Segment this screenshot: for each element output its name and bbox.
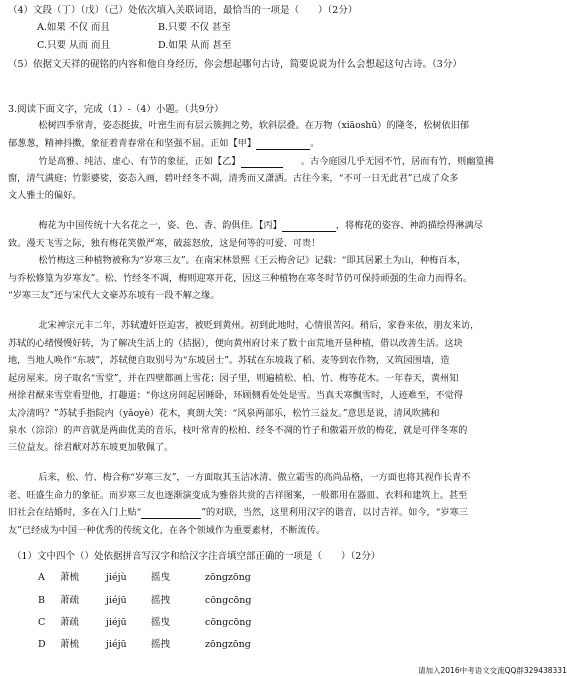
passage-line-6-text-b: ，将梅花的姿容、神韵描绘得淋漓尽 (335, 220, 483, 231)
option-word-1: 萧疏 (60, 595, 80, 606)
footer-note: 请加入2016中考语文交流QQ群329438331 (418, 666, 567, 675)
passage-line-17: 泉水（淙淙）的声音就是两曲优美的音乐，枝叶常青的松柏、经冬不凋的竹子和傲霜开放的梅花，就是可伴冬寒的 (8, 425, 468, 436)
blank-jia[interactable] (256, 139, 310, 150)
passage-line-1: 松树四季常青，姿态挺拔，叶密生而有层云簇拥之势，软斜层叠。在万物（xiāoshū）的隆冬，松树依旧郁 (20, 120, 470, 131)
option-word-1: 萧梳 (60, 572, 80, 583)
passage-line-16: 太冷清吗？”苏轼手指院内（yǎoyè）花木，爽朗大笑：“风泉两部乐，松竹三益友。”意思是说，清风吹拂和 (8, 408, 440, 419)
option-word-1: 萧梳 (60, 639, 80, 650)
blank-yi[interactable] (241, 157, 283, 168)
option-pinyin-1: jiéjū (106, 617, 127, 628)
option-letter: B (38, 595, 45, 606)
question-4-prompt: （4）文段（丁）（戊）（己）处依次填入关联词语，最恰当的一项是（ ）（2分） (8, 5, 358, 16)
option-word-2: 摇拽 (151, 595, 171, 606)
question-1-prompt: （1）文中四个（）处依据拼音写汉字和给汉字注音填空部正确的一项是（ ）（2分） (12, 551, 381, 562)
question-4-option-b: B.只要 不仅 甚至 (158, 22, 232, 33)
option-word-2: 摇拽 (151, 639, 171, 650)
option-pinyin-2: cōngcōng (205, 595, 252, 606)
passage-line-20: 老、旺盛生命力的象征。而岁寒三友也逐渐演变成为雅俗共赏的吉祥图案，一般都用在器皿、衣料和建筑上。甚至 (8, 490, 468, 501)
passage-line-3-text-b: 。古今庭园几乎无园不竹，居而有竹，则幽篁拂 (282, 156, 494, 167)
option-pinyin-1: jiéjū (106, 595, 127, 606)
passage-line-9: 与乔松修篁为岁寒友”。松、竹经冬不凋，梅则迎寒开花，因这三种植物在寒冬时节仍可保持顽强的生命力而得名。 (8, 273, 473, 284)
passage-line-4: 窗，清气满庭；竹影婆娑，姿态入画，碧叶经冬不凋，清秀而又潇洒。古往今来，“不可一日无此君”已成了众多 (8, 173, 459, 184)
section-3-heading: 3.阅读下面文字，完成（1）-（4）小题。（共9分） (8, 104, 224, 115)
question-4-option-d: D.如果 从而 甚至 (158, 40, 232, 51)
passage-line-19: 后来，松、竹、梅合称“岁寒三友”，一方面取其玉洁冰清、傲立霜雪的高尚品格，一方面也将其视作长青不 (20, 472, 471, 483)
question-5-prompt: （5）依据文天祥的砚铭的内容和他自身经历，你会想起哪句古诗，简要说说为什么会想起这句古诗。（3分） (8, 59, 462, 70)
blank-bing[interactable] (282, 221, 336, 232)
passage-line-15: 州徐君猷来雪堂看望他，打趣道：“你这房间起居睡卧，环顾侧看处处是雪。当真天寒飘雪时，人迹难至，不觉得 (8, 390, 463, 401)
passage-line-8: 松竹梅这三种植物被称为“岁寒三友”。在南宋林景熙《王云梅舍记》记载：“即其居累土为山，种梅百本， (20, 255, 466, 266)
passage-line-14: 起房屋来。房子取名“雪堂”，并在四壁都画上雪花；园子里，则遍植松、柏、竹、梅等花木。一年春天，黄州知 (8, 373, 459, 384)
passage-line-22: 友”已经成为中国一种优秀的传统文化，在各个领域作为重要素材，不断流传。 (8, 525, 326, 536)
option-word-2: 摇曳 (151, 617, 171, 628)
option-pinyin-2: zōngzōng (205, 639, 251, 650)
option-letter: C (38, 617, 46, 628)
passage-line-2-text: 郁葱葱，精神抖擞，象征着青春常在和坚强不屈。正如【甲】 (8, 138, 257, 149)
passage-line-3 (20, 156, 494, 168)
question-4-option-c: C.只要 从而 而且 (37, 40, 110, 51)
passage-line-2 (8, 138, 319, 150)
passage-line-3-text-a: 竹是高雅、纯洁、虚心、有节的象征，正如【乙】 (20, 156, 241, 167)
passage-line-13: 地，当地人唤作“东坡”，苏轼便自取别号为“东坡居士”。苏轼在东坡栽了稻、麦等到农作物，又筑园围墙，造 (8, 355, 450, 366)
passage-line-5: 文人雅士的偏好。 (8, 190, 82, 201)
option-pinyin-1: jiéjū (106, 639, 127, 650)
passage-line-21 (8, 507, 468, 519)
blank-couplet[interactable] (141, 508, 201, 519)
passage-line-10: “岁寒三友”还与宋代大文豪苏东坡有一段不解之缘。 (8, 290, 220, 301)
period-1: 。 (310, 138, 320, 149)
option-word-1: 萧疏 (60, 617, 80, 628)
question-4-option-a: A.如果 不仅 而且 (37, 22, 110, 33)
option-pinyin-1: jiéjù (106, 572, 127, 583)
passage-line-6-text-a: 梅花为中国传统十大名花之一，姿、色、香、韵俱佳。【丙】 (20, 220, 282, 231)
passage-line-6 (20, 220, 483, 232)
option-pinyin-2: cōngcōng (205, 617, 252, 628)
passage-line-12: 苏轼的心绪慢慢好转，为了解决生活上的（拮据），便向黄州府讨来了数十亩荒地开垦种植，借以改善生活。这块 (8, 338, 463, 349)
passage-line-21-text-a: 旧社会在结婚时，多在入门上贴“ (8, 507, 142, 518)
option-letter: A (38, 572, 45, 583)
passage-line-11: 北宋神宗元丰二年，苏轼遭奸臣迫害，被贬到黄州。初到此地时，心情很苦闷。稍后，家眷来依，朋友来访， (20, 320, 480, 331)
passage-line-21-text-b: ”的对联，当然，这里利用汉字的谐音，以讨吉祥。如今，“岁寒三 (201, 507, 468, 518)
passage-line-7: 致。漫天飞雪之际，独有梅花笑傲严寒，破蕊怒放，这是何等的可爱、可贵！ (8, 238, 321, 249)
option-letter: D (38, 639, 46, 650)
option-pinyin-2: zōngzōng (205, 572, 251, 583)
option-word-2: 摇曳 (151, 572, 171, 583)
passage-line-18: 三位益友。徐君猷对苏东坡更加敬佩了。 (8, 442, 174, 453)
